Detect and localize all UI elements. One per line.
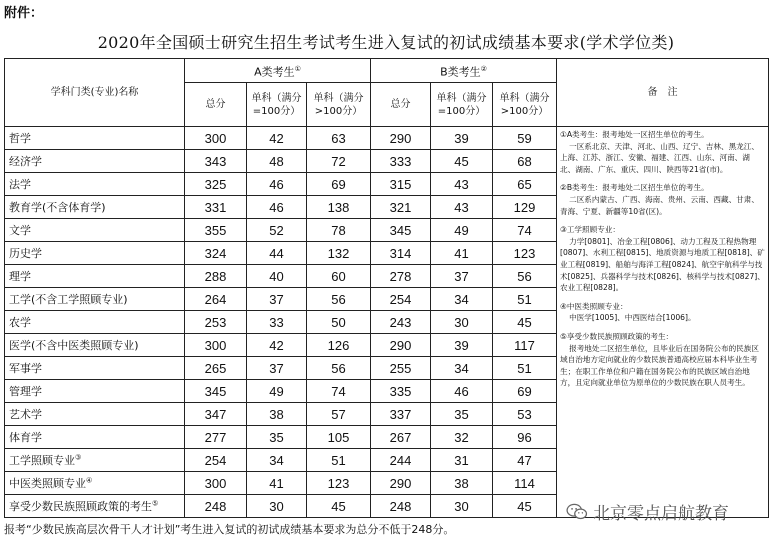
score-cell-b: 337 [371, 403, 431, 426]
wechat-logo-icon [566, 503, 588, 521]
score-cell-b: 37 [431, 265, 493, 288]
remarks-cell [557, 127, 769, 518]
score-table [4, 58, 769, 518]
score-cell-a: 56 [307, 357, 371, 380]
score-cell-b: 290 [371, 334, 431, 357]
subject-cell: 理学 [5, 265, 185, 288]
score-cell-b: 45 [493, 495, 557, 518]
score-cell-a: 63 [307, 127, 371, 150]
score-cell-b: 51 [493, 357, 557, 380]
score-cell-b: 243 [371, 311, 431, 334]
score-cell-b: 43 [431, 196, 493, 219]
score-cell-a: 35 [247, 426, 307, 449]
score-cell-a: 46 [247, 173, 307, 196]
subject-cell: 文学 [5, 219, 185, 242]
footnote: 报考“少数民族高层次骨干人才计划”考生进入复试的初试成绩基本要求为总分不低于248分。 [4, 523, 455, 536]
score-cell-a: 60 [307, 265, 371, 288]
group-a-header: A类考生① [185, 59, 371, 83]
note-block [560, 331, 765, 389]
score-cell-b: 321 [371, 196, 431, 219]
score-cell-a: 30 [247, 495, 307, 518]
score-cell-a: 42 [247, 334, 307, 357]
score-cell-a: 300 [185, 472, 247, 495]
group-b-header: B类考生② [371, 59, 557, 83]
score-cell-b: 290 [371, 127, 431, 150]
score-cell-b: 39 [431, 334, 493, 357]
b-total-header: 总分 [371, 83, 431, 127]
attachment-label: 附件： [4, 6, 44, 21]
note-body: 报考地处二区招生单位，且毕业后在国务院公布的民族区域自治地方定向就业的少数民族普通高校应届本科毕业生考生；在职工作单位和户籍在国务院公布的民族区域自治地方，且定向就业单位为原单位的少数民族在职人员考生。 [560, 343, 759, 388]
subject-cell: 历史学 [5, 242, 185, 265]
score-cell-a: 49 [247, 380, 307, 403]
score-cell-a: 45 [307, 495, 371, 518]
score-cell-a: 38 [247, 403, 307, 426]
score-cell-b: 34 [431, 288, 493, 311]
subject-cell: 教育学(不含体育学) [5, 196, 185, 219]
score-cell-b: 68 [493, 150, 557, 173]
score-cell-b: 255 [371, 357, 431, 380]
score-cell-b: 314 [371, 242, 431, 265]
score-cell-b: 31 [431, 449, 493, 472]
score-cell-a: 343 [185, 150, 247, 173]
score-cell-b: 69 [493, 380, 557, 403]
score-cell-b: 315 [371, 173, 431, 196]
score-cell-b: 254 [371, 288, 431, 311]
score-cell-a: 325 [185, 173, 247, 196]
score-cell-a: 57 [307, 403, 371, 426]
remarks-header: 备 注 [557, 59, 769, 127]
score-cell-a: 48 [247, 150, 307, 173]
score-cell-a: 78 [307, 219, 371, 242]
score-cell-b: 45 [431, 150, 493, 173]
score-cell-a: 138 [307, 196, 371, 219]
subject-cell: 中医类照顾专业④ [5, 472, 185, 495]
score-cell-b: 335 [371, 380, 431, 403]
score-cell-a: 56 [307, 288, 371, 311]
score-cell-b: 117 [493, 334, 557, 357]
note-head: ③工学照顾专业： [560, 225, 620, 235]
note-body: 力学[0801]、冶金工程[0806]、动力工程及工程热物理[0807]、水利工程[0815]、地质资源与地质工程[0818]、矿业工程[0819]、船舶与海洋工程[0824]、航空宇航科学与技术[0825]、兵器科学与技术[0826]、核科学与技术[0827]、农业工程[0828]。 [560, 236, 765, 293]
score-cell-b: 30 [431, 495, 493, 518]
subject-cell: 哲学 [5, 127, 185, 150]
score-cell-a: 69 [307, 173, 371, 196]
score-cell-a: 132 [307, 242, 371, 265]
note-body: 二区系内蒙古、广西、海南、贵州、云南、西藏、甘肃、青海、宁夏、新疆等10省(区)。 [560, 194, 759, 216]
score-cell-b: 49 [431, 219, 493, 242]
note-block [560, 301, 765, 324]
score-cell-b: 114 [493, 472, 557, 495]
score-cell-a: 331 [185, 196, 247, 219]
score-cell-b: 56 [493, 265, 557, 288]
score-cell-a: 347 [185, 403, 247, 426]
score-cell-a: 74 [307, 380, 371, 403]
page-title: 2020年全国硕士研究生招生考试考生进入复试的初试成绩基本要求(学术学位类) [97, 33, 675, 52]
score-cell-a: 105 [307, 426, 371, 449]
score-cell-a: 46 [247, 196, 307, 219]
score-cell-a: 42 [247, 127, 307, 150]
score-cell-b: 39 [431, 127, 493, 150]
score-cell-a: 300 [185, 127, 247, 150]
subject-cell: 经济学 [5, 150, 185, 173]
note-block [560, 224, 765, 294]
score-cell-a: 345 [185, 380, 247, 403]
score-cell-a: 254 [185, 449, 247, 472]
note-head: ⑤享受少数民族照顾政策的考生： [560, 331, 674, 341]
b-single-100-header: 单科（满分=100分） [431, 83, 493, 127]
score-cell-b: 248 [371, 495, 431, 518]
score-cell-b: 129 [493, 196, 557, 219]
note-body: 中医学[1005]、中西医结合[1006]。 [569, 313, 696, 323]
score-cell-a: 248 [185, 495, 247, 518]
subject-cell: 体育学 [5, 426, 185, 449]
score-cell-a: 72 [307, 150, 371, 173]
score-cell-a: 355 [185, 219, 247, 242]
score-cell-b: 267 [371, 426, 431, 449]
score-cell-b: 46 [431, 380, 493, 403]
score-cell-b: 34 [431, 357, 493, 380]
note-head: ②B类考生：报考地处二区招生单位的考生。 [560, 183, 709, 193]
subject-cell: 工学照顾专业③ [5, 449, 185, 472]
subject-cell: 享受少数民族照顾政策的考生⑤ [5, 495, 185, 518]
score-cell-a: 265 [185, 357, 247, 380]
score-cell-a: 51 [307, 449, 371, 472]
score-cell-a: 126 [307, 334, 371, 357]
score-cell-b: 123 [493, 242, 557, 265]
score-cell-b: 35 [431, 403, 493, 426]
score-cell-b: 41 [431, 242, 493, 265]
score-cell-b: 244 [371, 449, 431, 472]
subject-cell: 医学(不含中医类照顾专业) [5, 334, 185, 357]
score-cell-b: 51 [493, 288, 557, 311]
subject-cell: 军事学 [5, 357, 185, 380]
subject-cell: 法学 [5, 173, 185, 196]
score-cell-b: 59 [493, 127, 557, 150]
score-cell-b: 30 [431, 311, 493, 334]
score-cell-a: 253 [185, 311, 247, 334]
note-head: ①A类考生：报考地处一区招生单位的考生。 [560, 130, 709, 139]
score-cell-b: 290 [371, 472, 431, 495]
note-block [560, 129, 765, 175]
score-cell-a: 34 [247, 449, 307, 472]
score-cell-b: 74 [493, 219, 557, 242]
score-cell-a: 52 [247, 219, 307, 242]
score-cell-b: 53 [493, 403, 557, 426]
subject-cell: 工学(不含工学照顾专业) [5, 288, 185, 311]
score-cell-b: 38 [431, 472, 493, 495]
watermark-text: 北京零点启航教育 [593, 504, 729, 524]
score-cell-a: 277 [185, 426, 247, 449]
score-cell-b: 96 [493, 426, 557, 449]
score-cell-b: 47 [493, 449, 557, 472]
note-body: 一区系北京、天津、河北、山西、辽宁、吉林、黑龙江、上海、江苏、浙江、安徽、福建、江西、山东、河南、湖北、湖南、广东、重庆、四川、陕西等21省(市)。 [560, 141, 759, 174]
subject-col-header: 学科门类(专业)名称 [5, 59, 185, 127]
subject-cell: 管理学 [5, 380, 185, 403]
score-cell-a: 123 [307, 472, 371, 495]
score-cell-b: 333 [371, 150, 431, 173]
score-cell-a: 44 [247, 242, 307, 265]
score-cell-a: 288 [185, 265, 247, 288]
score-cell-a: 50 [307, 311, 371, 334]
score-cell-b: 45 [493, 311, 557, 334]
a-total-header: 总分 [185, 83, 247, 127]
score-cell-a: 37 [247, 357, 307, 380]
note-head: ④中医类照顾专业： [560, 301, 628, 311]
score-cell-a: 264 [185, 288, 247, 311]
score-cell-b: 278 [371, 265, 431, 288]
a-single-over-100-header: 单科（满分>100分） [307, 83, 371, 127]
score-cell-a: 300 [185, 334, 247, 357]
score-cell-a: 33 [247, 311, 307, 334]
score-cell-b: 65 [493, 173, 557, 196]
subject-cell: 农学 [5, 311, 185, 334]
b-single-over-100-header: 单科（满分>100分） [493, 83, 557, 127]
note-block [560, 182, 765, 217]
score-cell-b: 345 [371, 219, 431, 242]
score-cell-b: 32 [431, 426, 493, 449]
score-cell-a: 41 [247, 472, 307, 495]
score-cell-a: 324 [185, 242, 247, 265]
subject-cell: 艺术学 [5, 403, 185, 426]
score-cell-a: 37 [247, 288, 307, 311]
score-cell-a: 40 [247, 265, 307, 288]
watermark [566, 499, 729, 524]
table-row [5, 127, 769, 150]
score-cell-b: 43 [431, 173, 493, 196]
a-single-100-header: 单科（满分=100分） [247, 83, 307, 127]
